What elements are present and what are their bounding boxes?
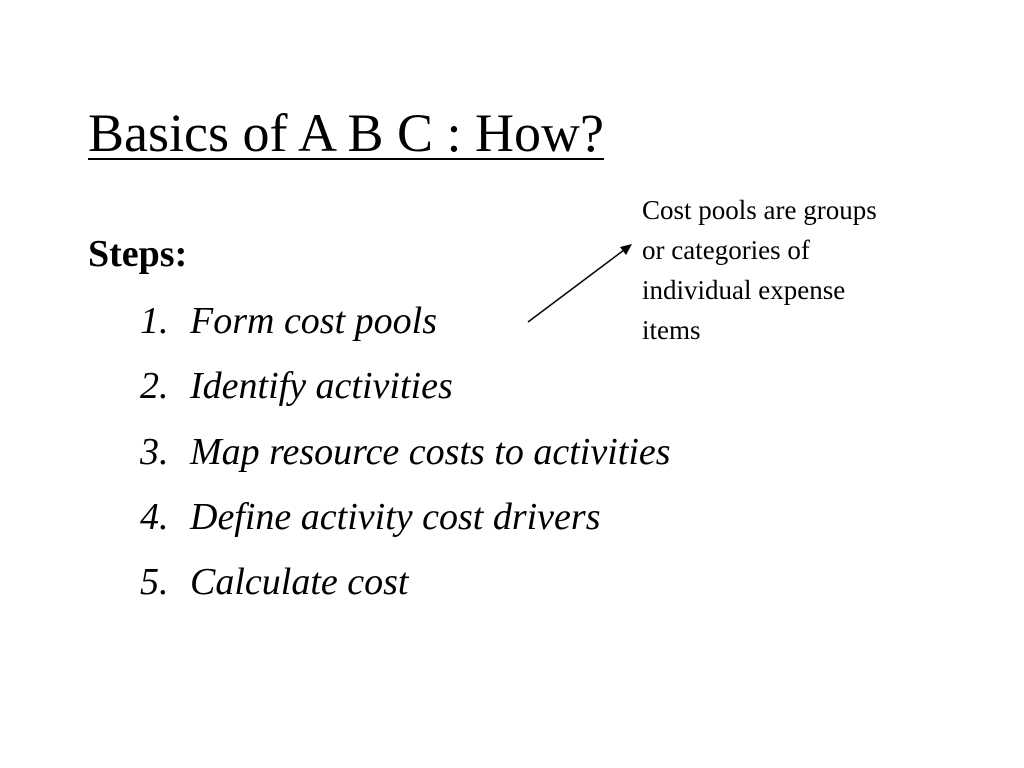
step-text: Define activity cost drivers bbox=[190, 496, 601, 538]
step-number: 1. bbox=[140, 300, 169, 342]
step-text: Calculate cost bbox=[190, 561, 409, 603]
step-text: Map resource costs to activities bbox=[190, 431, 671, 473]
steps-heading: Steps: bbox=[88, 233, 188, 275]
step-number: 4. bbox=[140, 496, 169, 538]
callout-note: Cost pools are groups or categories of individual expense items bbox=[642, 195, 877, 345]
step-number: 2. bbox=[140, 365, 169, 407]
step-number: 5. bbox=[140, 561, 169, 603]
step-text: Form cost pools bbox=[190, 300, 437, 342]
step-text: Identify activities bbox=[190, 365, 453, 407]
arrow-head bbox=[620, 244, 632, 255]
step-number: 3. bbox=[140, 431, 169, 473]
slide-title: Basics of A B C : How? bbox=[88, 103, 605, 163]
arrow-line bbox=[528, 250, 624, 322]
